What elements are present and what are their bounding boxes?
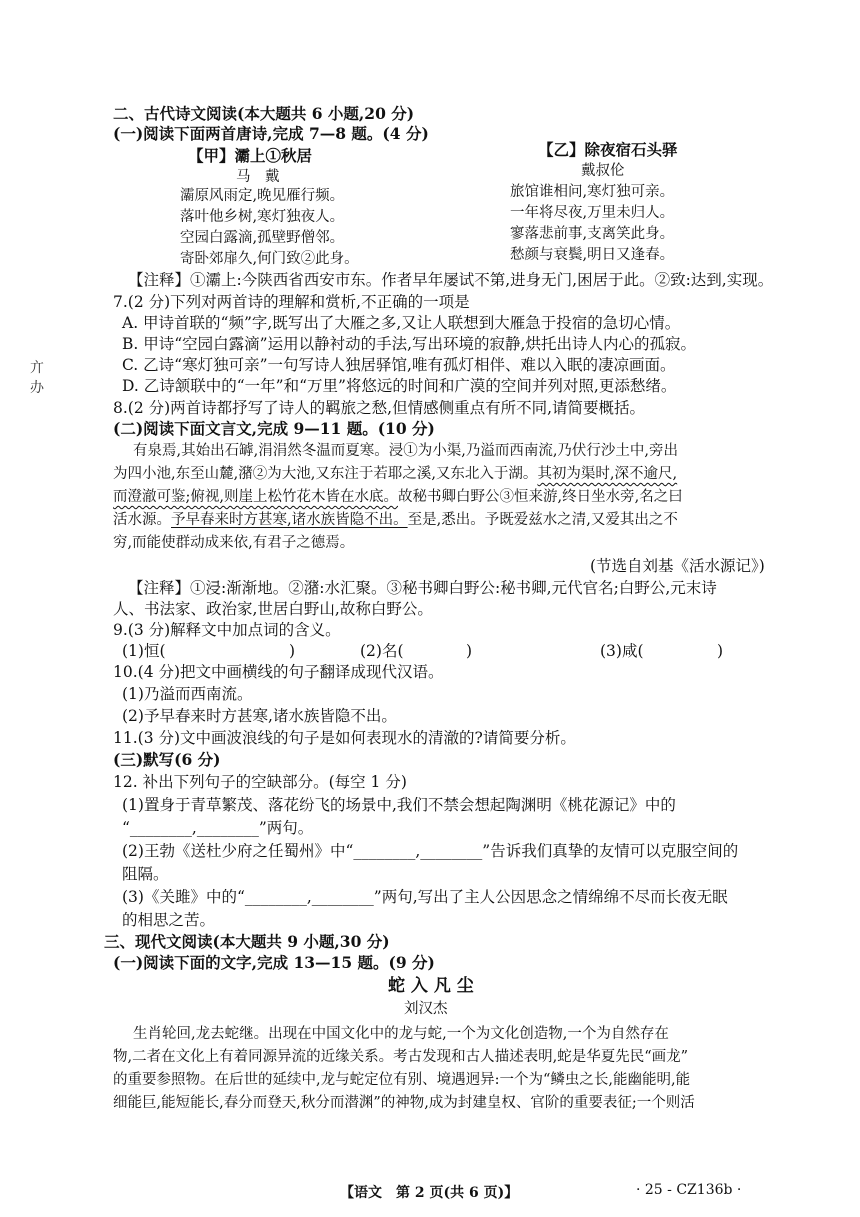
prose-segment: 为四小池,东至山麓,潴②为大池,又东注于若耶之溪,又东北入于湖。 xyxy=(113,466,538,482)
prose-note: 【注释】①浸:渐渐地。②潴:水汇聚。③秘书卿白野公:秘书卿,元代官名;白野公,元末诗 xyxy=(128,579,717,597)
q9-item-close: ) xyxy=(717,642,724,660)
q7-option-c: C. 乙诗“寒灯独可亲”一句写诗人独居驿馆,唯有孤灯相伴、难以入眠的凄凉画面。 xyxy=(122,356,676,374)
q12-stem: 12. 补出下列句子的空缺部分。(每空 1 分) xyxy=(113,773,407,791)
q7-option-d: D. 乙诗颔联中的“一年”和“万里”将悠远的时间和广漠的空间并列对照,更添愁绪。 xyxy=(122,377,677,395)
poem-yi-line: 一年将尽夜,万里未归人。 xyxy=(510,205,675,221)
poem-yi-line: 寥落悲前事,支离笑此身。 xyxy=(510,226,675,242)
q12-item: 阻隔。 xyxy=(122,865,169,883)
poem-jia-title: 【甲】灞上①秋居 xyxy=(188,146,313,165)
q12-item: (2)王勃《送杜少府之任蜀州》中“________,________”告诉我们真挚的友情可以克服空间的 xyxy=(122,842,739,860)
q9-item-close: ) xyxy=(289,642,296,660)
q10-stem: 10.(4 分)把文中画横线的句子翻译成现代汉语。 xyxy=(113,663,444,681)
q9-item: (3)咸( xyxy=(600,642,644,660)
section2-heading: 二、古代诗文阅读(本大题共 6 小题,20 分) xyxy=(113,104,415,123)
poem-yi-author: 戴叔伦 xyxy=(581,163,625,179)
prose-segment: 至是,悉出。予既爱兹水之清,又爱其出之不 xyxy=(407,512,678,528)
part2-heading: (二)阅读下面文言文,完成 9—11 题。(10 分) xyxy=(113,419,435,438)
prose-line: 有泉焉,其始出石罅,涓涓然冬温而夏寒。浸①为小渠,乃溢而西南流,乃伏行沙土中,旁出 xyxy=(133,443,679,459)
prose-wavy-segment: 其初为渠时,深不逾尺, xyxy=(537,466,678,482)
article-line: 生肖轮回,龙去蛇继。出现在中国文化中的龙与蛇,一个为文化创造物,一个为自然存在 xyxy=(133,1026,669,1042)
prose-line xyxy=(113,487,683,507)
margin-mark: 亣 xyxy=(30,360,44,376)
poem-yi-title: 【乙】除夜宿石头驿 xyxy=(538,140,678,159)
footer-page-label: 【语文 第 2 页(共 6 页)】 xyxy=(340,1185,519,1201)
article-title: 蛇 入 凡 尘 xyxy=(388,976,474,996)
article-line: 物,二者在文化上有着同源异流的近缘关系。考古发现和古人描述表明,蛇是华夏先民“画龙” xyxy=(113,1049,689,1065)
q9-stem: 9.(3 分)解释文中加点词的含义。 xyxy=(113,621,341,639)
q7-option-a: A. 甲诗首联的“频”字,既写出了大雁之多,又让人联想到大雁急于投宿的急切心情。 xyxy=(122,314,681,332)
q10-sentence: (1)乃溢而西南流。 xyxy=(122,685,253,703)
poem-jia-line: 空园白露滴,孤壁野僧邻。 xyxy=(180,230,345,246)
part1-heading: (一)阅读下面两首唐诗,完成 7—8 题。(4 分) xyxy=(113,124,429,143)
q9-item-close: ) xyxy=(466,642,473,660)
q12-item: (1)置身于青草繁茂、落花纷飞的场景中,我们不禁会想起陶渊明《桃花源记》中的 xyxy=(122,796,676,814)
poem-jia-author: 马 戴 xyxy=(236,169,280,185)
footer-code: · 25 - CZ136b · xyxy=(636,1182,742,1198)
q8: 8.(2 分)两首诗都抒写了诗人的羁旅之愁,但情感侧重点有所不同,请简要概括。 xyxy=(113,399,646,417)
q12-item: (3)《关雎》中的“________,________”两句,写出了主人公因思念之情绵绵不尽而长夜无眠 xyxy=(122,888,728,906)
q10-sentence: (2)予早春来时方甚寒,诸水族皆隐不出。 xyxy=(122,707,397,725)
q7-option-b: B. 甲诗“空园白露滴”运用以静衬动的手法,写出环境的寂静,烘托出诗人内心的孤寂。 xyxy=(122,335,696,353)
poem-yi-line: 愁颜与衰鬓,明日又逢春。 xyxy=(510,247,675,263)
poem-jia-line: 落叶他乡树,寒灯独夜人。 xyxy=(180,209,345,225)
article-line: 细能巨,能短能长,春分而登天,秋分而潜渊”的神物,成为封建皇权、官阶的重要表征;一个则活 xyxy=(113,1095,695,1111)
prose-segment: 活水源。 xyxy=(113,512,171,528)
poem-jia-line: 灞原风雨定,晚见雁行频。 xyxy=(180,188,345,204)
prose-line xyxy=(113,464,677,484)
section3-heading: 三、现代文阅读(本大题共 9 小题,30 分) xyxy=(104,932,390,951)
q11: 11.(3 分)文中画波浪线的句子是如何表现水的清澈的?请简要分析。 xyxy=(113,729,576,747)
prose-wavy-segment: 而澄澈可鉴;俯视,则崖上松竹花木皆在水底。 xyxy=(113,489,398,505)
poem-jia-line: 寄卧郊扉久,何门致②此身。 xyxy=(180,251,359,267)
poem-yi-line: 旅馆谁相问,寒灯独可亲。 xyxy=(510,184,675,200)
q9-item: (2)名( xyxy=(360,642,404,660)
prose-segment: 故秘书卿白野公③恒来游,终日坐水旁,名之曰 xyxy=(398,489,683,505)
article-line: 的重要参照物。在后世的延续中,龙与蛇定位有别、境遇迥异:一个为“鳞虫之长,能幽能明,能 xyxy=(113,1072,691,1088)
q7-stem: 7.(2 分)下列对两首诗的理解和赏析,不正确的一项是 xyxy=(113,293,470,311)
prose-source: (节选自刘基《活水源记》) xyxy=(590,557,765,575)
margin-mark: 办 xyxy=(30,380,44,396)
q12-item: 的相思之苦。 xyxy=(122,911,216,929)
article-author: 刘汉杰 xyxy=(404,1001,448,1017)
prose-line: 穷,而能使群动成来依,有君子之德焉。 xyxy=(113,535,355,551)
prose-underlined-segment: 予早春来时方甚寒,诸水族皆隐不出。 xyxy=(171,512,408,528)
part3-heading: (三)默写(6 分) xyxy=(113,750,221,769)
poem-note: 【注释】①灞上:今陕西省西安市东。作者早年屡试不第,进身无门,困居于此。②致:达到,实现。 xyxy=(128,271,774,289)
q9-item: (1)恒( xyxy=(122,642,166,660)
section3-part1-heading: (一)阅读下面的文字,完成 13—15 题。(9 分) xyxy=(113,953,435,972)
prose-note: 人、书法家、政治家,世居白野山,故称白野公。 xyxy=(113,600,433,618)
prose-line xyxy=(113,510,678,530)
q12-item: “________,________”两句。 xyxy=(122,819,314,837)
